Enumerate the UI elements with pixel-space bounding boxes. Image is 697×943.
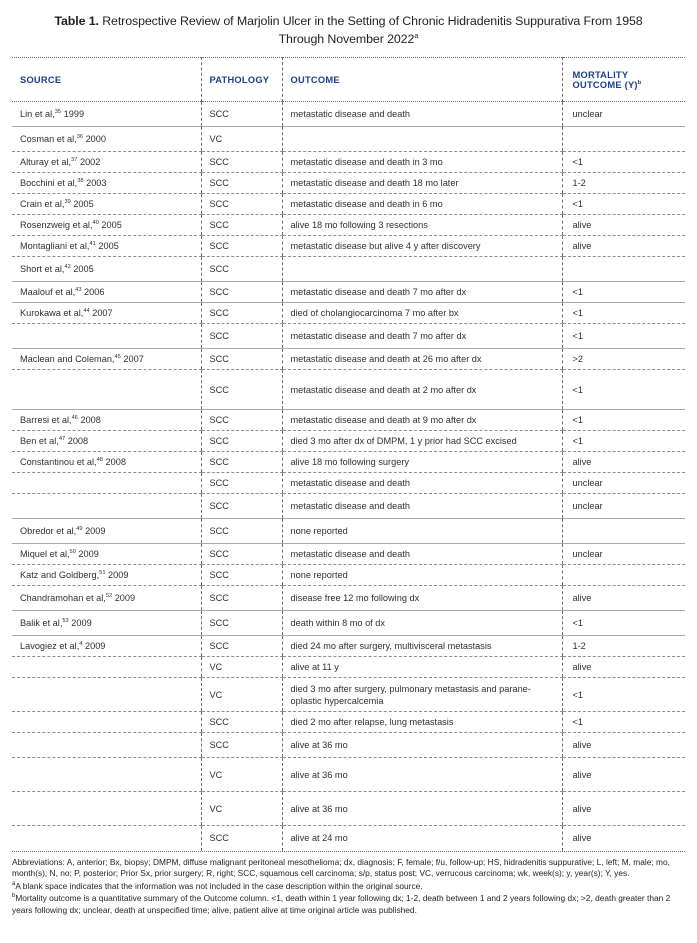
cell-pathology: VC	[201, 792, 282, 826]
source-year: 2006	[81, 287, 105, 297]
source-reference-number: 53	[62, 617, 69, 624]
table-row	[12, 473, 685, 494]
source-year: 2009	[105, 570, 129, 580]
cell-source	[12, 194, 201, 215]
cell-pathology: SCC	[201, 586, 282, 611]
source-author: Montagliani et al,	[20, 241, 90, 251]
cell-pathology: SCC	[201, 473, 282, 494]
cell-source	[12, 792, 201, 826]
cell-mortality: alive	[562, 792, 685, 826]
source-year: 2009	[82, 526, 106, 536]
cell-pathology: SCC	[201, 152, 282, 173]
cell-outcome: alive 18 mo following 3 resections	[282, 215, 562, 236]
cell-pathology: VC	[201, 127, 282, 152]
source-year: 2000	[83, 134, 107, 144]
cell-mortality: <1	[562, 678, 685, 712]
table-row	[12, 236, 685, 257]
cell-source	[12, 565, 201, 586]
source-year: 2005	[70, 199, 94, 209]
table-row	[12, 349, 685, 370]
source-year: 2005	[70, 264, 94, 274]
cell-mortality: <1	[562, 410, 685, 431]
source-reference-number: 50	[69, 548, 76, 555]
table-row	[12, 370, 685, 410]
source-reference-number: 47	[58, 435, 66, 442]
table-row	[12, 494, 685, 519]
cell-pathology: SCC	[201, 431, 282, 452]
source-reference-number: 42	[64, 263, 71, 270]
cell-mortality	[562, 127, 685, 152]
cell-mortality: <1	[562, 611, 685, 636]
cell-outcome: death within 8 mo of dx	[282, 611, 562, 636]
source-year: 2005	[98, 220, 122, 230]
cell-pathology: SCC	[201, 173, 282, 194]
cell-source	[12, 282, 201, 303]
cell-pathology: SCC	[201, 236, 282, 257]
source-reference-number: 4	[79, 640, 83, 647]
table-row	[12, 712, 685, 733]
cell-outcome: alive at 11 y	[282, 657, 562, 678]
cell-outcome: metastatic disease and death 18 mo later	[282, 173, 562, 194]
title-footnote-marker: a	[414, 30, 419, 40]
page-title	[12, 0, 685, 57]
cell-source	[12, 611, 201, 636]
cell-outcome: metastatic disease and death at 26 mo after dx	[282, 349, 562, 370]
table-number-label: Table 1.	[54, 14, 99, 28]
cell-mortality	[562, 565, 685, 586]
cell-source	[12, 102, 201, 127]
cell-mortality: <1	[562, 194, 685, 215]
table-row	[12, 324, 685, 349]
cell-mortality: alive	[562, 733, 685, 758]
table-row	[12, 173, 685, 194]
table-row	[12, 826, 685, 851]
column-header-source: SOURCE	[20, 74, 62, 85]
source-author: Chandramohan et al,	[20, 593, 106, 603]
source-year: 2002	[77, 157, 101, 167]
table-row	[12, 431, 685, 452]
cell-source	[12, 544, 201, 565]
cell-mortality: alive	[562, 236, 685, 257]
cell-source	[12, 236, 201, 257]
cell-pathology: SCC	[201, 544, 282, 565]
cell-mortality: 1-2	[562, 173, 685, 194]
source-author: Kurokawa et al,	[20, 308, 84, 318]
source-year: 1999	[61, 109, 85, 119]
source-reference-number: 49	[76, 525, 83, 532]
cell-pathology: VC	[201, 678, 282, 712]
cell-pathology: SCC	[201, 370, 282, 410]
cell-pathology: VC	[201, 758, 282, 792]
cell-mortality: unclear	[562, 544, 685, 565]
cell-source	[12, 173, 201, 194]
table-row	[12, 733, 685, 758]
source-year: 2009	[112, 593, 136, 603]
table-row	[12, 636, 685, 657]
source-year: 2003	[83, 178, 107, 188]
source-author: Lavogiez et al,	[20, 641, 80, 651]
cell-pathology: SCC	[201, 494, 282, 519]
cell-mortality: alive	[562, 657, 685, 678]
cell-source	[12, 473, 201, 494]
mortality-header-line2: OUTCOME (Y)	[572, 79, 638, 90]
cell-mortality	[562, 519, 685, 544]
source-reference-number: 39	[64, 198, 71, 205]
source-reference-number: 48	[96, 456, 103, 463]
footnote-a-marker: a	[12, 880, 16, 887]
cell-outcome: metastatic disease and death in 3 mo	[282, 152, 562, 173]
table-row	[12, 452, 685, 473]
source-author: Short et al,	[20, 264, 65, 274]
footnotes	[12, 852, 685, 917]
cell-mortality: <1	[562, 431, 685, 452]
source-reference-number: 40	[92, 219, 99, 226]
cell-outcome: metastatic disease but alive 4 y after discovery	[282, 236, 562, 257]
source-author: Bocchini et al,	[20, 178, 78, 188]
cell-outcome: metastatic disease and death	[282, 102, 562, 127]
cell-pathology: SCC	[201, 194, 282, 215]
cell-source	[12, 215, 201, 236]
source-author: Constantinou et al,	[20, 457, 97, 467]
cell-outcome	[282, 127, 562, 152]
source-reference-number: 36	[76, 133, 84, 140]
cell-source	[12, 733, 201, 758]
cell-source	[12, 519, 201, 544]
cell-pathology: SCC	[201, 349, 282, 370]
data-table	[12, 57, 685, 851]
cell-pathology: SCC	[201, 611, 282, 636]
cell-outcome: metastatic disease and death 7 mo after dx	[282, 282, 562, 303]
table-row	[12, 565, 685, 586]
cell-outcome: died 3 mo after surgery, pulmonary metastasis and parane-oplastic hypercalcemia	[282, 678, 562, 712]
cell-outcome: alive at 36 mo	[282, 758, 562, 792]
footnote-b-marker: b	[12, 893, 16, 900]
source-year: 2008	[77, 415, 101, 425]
table-row	[12, 257, 685, 282]
source-author: Ben et al,	[20, 436, 59, 446]
cell-pathology: SCC	[201, 282, 282, 303]
table-row	[12, 544, 685, 565]
cell-outcome	[282, 257, 562, 282]
cell-source	[12, 410, 201, 431]
source-year: 2005	[95, 241, 119, 251]
cell-source	[12, 657, 201, 678]
cell-mortality: >2	[562, 349, 685, 370]
table-row	[12, 303, 685, 324]
table-row	[12, 657, 685, 678]
cell-source	[12, 452, 201, 473]
cell-outcome: metastatic disease and death at 2 mo after dx	[282, 370, 562, 410]
cell-pathology: SCC	[201, 452, 282, 473]
cell-mortality: <1	[562, 152, 685, 173]
cell-pathology: SCC	[201, 636, 282, 657]
cell-source	[12, 712, 201, 733]
source-author: Alturay et al,	[20, 157, 72, 167]
cell-source	[12, 127, 201, 152]
source-reference-number: 52	[105, 592, 113, 599]
table-row	[12, 792, 685, 826]
source-author: Cosman et al,	[20, 134, 77, 144]
source-author: Maalouf et al,	[20, 287, 76, 297]
cell-outcome: alive 18 mo following surgery	[282, 452, 562, 473]
footnote-a-text: A blank space indicates that the information was not included in the case description within the original source.	[15, 880, 423, 891]
source-author: Katz and Goldberg,	[20, 570, 100, 580]
cell-pathology: SCC	[201, 303, 282, 324]
source-author: Barresi et al,	[20, 415, 72, 425]
table-row	[12, 519, 685, 544]
cell-outcome: died of cholangiocarcinoma 7 mo after bx	[282, 303, 562, 324]
footnote-abbreviations	[12, 857, 685, 880]
cell-mortality: alive	[562, 758, 685, 792]
cell-pathology: SCC	[201, 215, 282, 236]
cell-pathology: SCC	[201, 826, 282, 851]
source-year: 2008	[102, 457, 126, 467]
table-row	[12, 102, 685, 127]
cell-outcome: alive at 36 mo	[282, 733, 562, 758]
source-reference-number: 46	[71, 414, 78, 421]
cell-outcome: died 24 mo after surgery, multivisceral metastasis	[282, 636, 562, 657]
abbreviations-label: Abbreviations:	[12, 856, 65, 867]
cell-mortality: <1	[562, 303, 685, 324]
cell-outcome: metastatic disease and death in 6 mo	[282, 194, 562, 215]
table-header	[12, 58, 685, 102]
cell-outcome: metastatic disease and death	[282, 473, 562, 494]
cell-outcome: alive at 36 mo	[282, 792, 562, 826]
cell-source	[12, 303, 201, 324]
cell-source	[12, 152, 201, 173]
source-author: Balik et al,	[20, 618, 63, 628]
cell-pathology: SCC	[201, 733, 282, 758]
table-row	[12, 611, 685, 636]
footnote-b	[12, 893, 685, 916]
footnote-a	[12, 881, 685, 893]
cell-source	[12, 636, 201, 657]
source-reference-number: 41	[89, 240, 96, 247]
table-row	[12, 215, 685, 236]
cell-mortality: <1	[562, 282, 685, 303]
source-reference-number: 51	[99, 569, 106, 576]
source-reference-number: 44	[83, 307, 90, 314]
cell-source	[12, 349, 201, 370]
cell-mortality: unclear	[562, 494, 685, 519]
cell-pathology: SCC	[201, 102, 282, 127]
source-year: 2008	[65, 436, 89, 446]
cell-source	[12, 758, 201, 792]
source-year: 2007	[120, 354, 144, 364]
source-year: 2007	[89, 308, 113, 318]
cell-source	[12, 826, 201, 851]
footnote-b-text: Mortality outcome is a quantitative summary of the Outcome column. <1, death within 1 year following dx; 1-2, death between 1 and 2 years following dx; >2, death greater than 2 years following dx; unclear, death at unspecified time; alive, patient alive at time original article was published.	[12, 893, 671, 915]
cell-mortality: unclear	[562, 473, 685, 494]
source-author: Crain et al,	[20, 199, 65, 209]
mortality-header-marker: b	[637, 79, 642, 86]
table-row	[12, 127, 685, 152]
cell-mortality: alive	[562, 215, 685, 236]
cell-source	[12, 257, 201, 282]
cell-outcome: metastatic disease and death 7 mo after dx	[282, 324, 562, 349]
source-year: 2009	[82, 641, 106, 651]
source-year: 2009	[68, 618, 92, 628]
cell-source	[12, 586, 201, 611]
cell-mortality: alive	[562, 586, 685, 611]
cell-outcome: died 3 mo after dx of DMPM, 1 y prior had SCC excised	[282, 431, 562, 452]
cell-outcome: alive at 24 mo	[282, 826, 562, 851]
table-row	[12, 410, 685, 431]
cell-source	[12, 370, 201, 410]
source-year: 2009	[75, 549, 99, 559]
source-reference-number: 38	[77, 177, 84, 184]
table-row	[12, 194, 685, 215]
cell-mortality: <1	[562, 370, 685, 410]
cell-mortality: <1	[562, 712, 685, 733]
table-row	[12, 152, 685, 173]
cell-outcome: none reported	[282, 519, 562, 544]
source-reference-number: 37	[71, 156, 78, 163]
column-header-pathology: PATHOLOGY	[201, 58, 282, 102]
mortality-header-line1: MORTALITY	[572, 69, 629, 80]
table-row	[12, 282, 685, 303]
table-row	[12, 758, 685, 792]
table-title-text: Retrospective Review of Marjolin Ulcer in the Setting of Chronic Hidradenitis Suppurativa From 1958 Through November 2022	[98, 14, 643, 46]
source-reference-number: 43	[75, 286, 82, 293]
cell-outcome: disease free 12 mo following dx	[282, 586, 562, 611]
cell-mortality: alive	[562, 452, 685, 473]
cell-outcome: metastatic disease and death at 9 mo after dx	[282, 410, 562, 431]
cell-pathology: SCC	[201, 257, 282, 282]
cell-outcome: none reported	[282, 565, 562, 586]
cell-outcome: died 2 mo after relapse, lung metastasis	[282, 712, 562, 733]
column-header-mortality	[562, 58, 685, 102]
cell-mortality: unclear	[562, 102, 685, 127]
table-row	[12, 678, 685, 712]
cell-source	[12, 431, 201, 452]
source-reference-number: 45	[114, 353, 121, 360]
cell-outcome: metastatic disease and death	[282, 544, 562, 565]
cell-mortality	[562, 257, 685, 282]
cell-source	[12, 324, 201, 349]
cell-mortality: alive	[562, 826, 685, 851]
cell-source	[12, 678, 201, 712]
cell-mortality: 1-2	[562, 636, 685, 657]
cell-pathology: SCC	[201, 712, 282, 733]
cell-pathology: SCC	[201, 565, 282, 586]
header-row	[12, 58, 685, 102]
cell-mortality: <1	[562, 324, 685, 349]
table-body	[12, 102, 685, 851]
source-author: Maclean and Coleman,	[20, 354, 115, 364]
source-reference-number: 35	[54, 108, 62, 115]
abbreviations-text: A, anterior; Bx, biopsy; DMPM, diffuse malignant peritoneal mesothelioma; dx, diagnosis; F, female; f/u, follow-up; HS, hidradenitis suppurative; L, left; M, male; mo, month(s); N, no; P, posterior; Prior Sx, prior surgery; R, right; SCC, squamous cell carcinoma; s/p, status post; VC, verrucous carcinoma; wk, week(s); y, year(s); Y, yes.	[12, 856, 670, 879]
column-header-outcome: OUTCOME	[282, 58, 562, 102]
cell-pathology: SCC	[201, 410, 282, 431]
source-author: Miquel et al,	[20, 549, 70, 559]
cell-pathology: SCC	[201, 324, 282, 349]
source-author: Obredor et al,	[20, 526, 77, 536]
source-author: Lin et al,	[20, 109, 55, 119]
table-row	[12, 586, 685, 611]
cell-pathology: SCC	[201, 519, 282, 544]
cell-pathology: VC	[201, 657, 282, 678]
cell-outcome: metastatic disease and death	[282, 494, 562, 519]
cell-source	[12, 494, 201, 519]
source-author: Rosenzweig et al,	[20, 220, 93, 230]
